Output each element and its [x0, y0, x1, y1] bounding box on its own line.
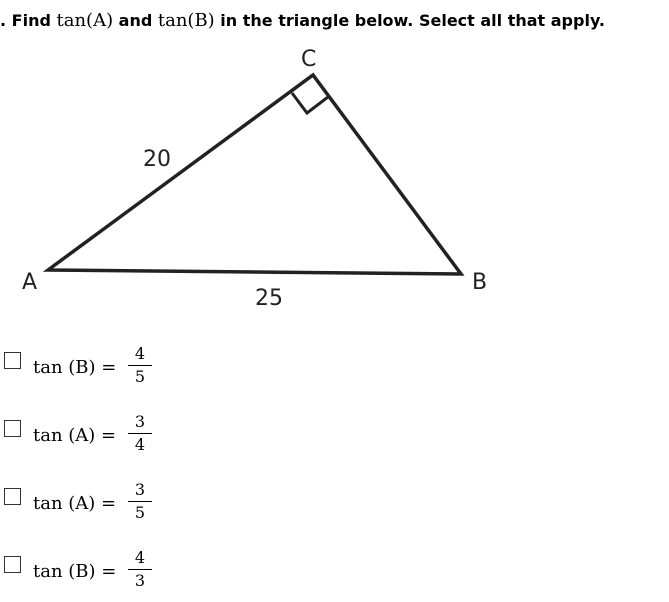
option-2-fraction: [128, 412, 152, 455]
answer-option-4[interactable]: [4, 548, 204, 602]
option-2-checkbox[interactable]: [4, 420, 21, 437]
right-angle-marker: [292, 93, 328, 113]
option-4-numerator: 4: [134, 548, 146, 567]
option-3-numerator: 3: [134, 480, 146, 499]
vertex-label-b: B: [472, 270, 488, 295]
option-4-checkbox[interactable]: [4, 556, 21, 573]
answer-option-1[interactable]: [4, 344, 204, 398]
option-4-fraction: [128, 548, 152, 591]
vertex-label-c: C: [301, 47, 317, 72]
answer-option-3[interactable]: [4, 480, 204, 534]
answer-option-2[interactable]: [4, 412, 204, 466]
option-2-numerator: 3: [134, 412, 146, 431]
option-2-lhs: tan (A) =: [33, 425, 117, 446]
question-math-tan-a: tan(A): [56, 10, 114, 31]
option-3-denominator: 5: [134, 503, 146, 522]
option-3-lhs: tan (A) =: [33, 493, 117, 514]
option-3-fraction-bar: [128, 501, 152, 502]
option-1-checkbox[interactable]: [4, 352, 21, 369]
option-1-fraction-bar: [128, 365, 152, 366]
option-1-fraction: [128, 344, 152, 387]
side-label-ac: 20: [143, 147, 171, 172]
triangle-shape: [48, 75, 461, 274]
option-4-fraction-bar: [128, 569, 152, 570]
question-prefix: . Find: [0, 11, 57, 30]
option-3-checkbox[interactable]: [4, 488, 21, 505]
side-label-ab: 25: [255, 286, 283, 311]
question-and: and: [113, 11, 158, 30]
option-4-lhs: tan (B) =: [33, 561, 117, 582]
option-1-denominator: 5: [134, 367, 146, 386]
question-suffix: in the triangle below. Select all that apply.: [214, 11, 605, 30]
option-1-numerator: 4: [134, 344, 146, 363]
question-math-tan-b: tan(B): [157, 10, 215, 31]
option-3-fraction: [128, 480, 152, 523]
option-1-lhs: tan (B) =: [33, 357, 117, 378]
option-4-denominator: 3: [134, 571, 146, 590]
option-2-denominator: 4: [134, 435, 146, 454]
vertex-label-a: A: [22, 270, 38, 295]
option-2-fraction-bar: [128, 433, 152, 434]
